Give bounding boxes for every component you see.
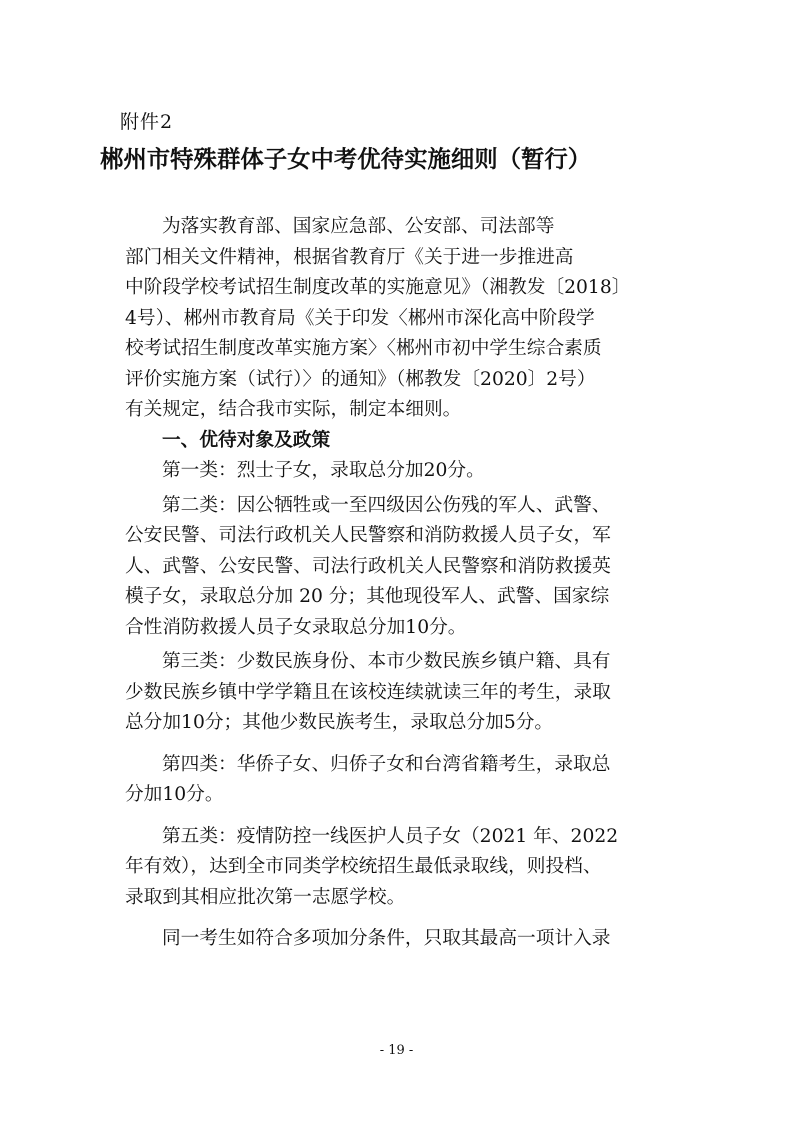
intro-line: 有关规定，结合我市实际，制定本细则。 <box>125 399 462 420</box>
document-title: 郴州市特殊群体子女中考优待实施细则（暂行） <box>100 145 592 173</box>
category-5-line: 录取到其相应批次第一志愿学校。 <box>125 886 406 908</box>
intro-line: 部门相关文件精神，根据省教育厅《关于进一步推进高 <box>125 246 574 268</box>
category-3-line: 总分加10分；其他少数民族考生，录取总分加5分。 <box>125 712 554 733</box>
intro-line: 中阶段学校考试招生制度改革的实施意见》（湘教发〔2018〕 <box>125 277 631 298</box>
category-2-line: 合性消防救援人员子女录取总分加10分。 <box>125 616 467 638</box>
category-2-line: 模子女，录取总分加 20 分；其他现役军人、武警、国家综 <box>125 586 610 607</box>
intro-line: 为落实教育部、国家应急部、公安部、司法部等 <box>162 216 555 237</box>
closing-line: 同一考生如符合多项加分条件，只取其最高一项计入录 <box>162 928 611 949</box>
page-number: - 19 - <box>379 1043 414 1058</box>
category-3-line: 少数民族乡镇中学学籍且在该校连续就读三年的考生，录取 <box>125 681 611 703</box>
document-body <box>125 212 675 955</box>
category-2-line: 人、武警、公安民警、司法行政机关人民警察和消防救援英 <box>125 555 611 577</box>
intro-line: 4号）、郴州市教育局《关于印发〈郴州市深化高中阶段学 <box>125 307 595 329</box>
category-5-line: 年有效），达到全市同类学校统招生最低录取线，则投档、 <box>125 856 602 877</box>
category-4-line: 分加10分。 <box>125 784 224 805</box>
category-5-line: 第五类：疫情防控一线医护人员子女（2021 年、2022 <box>162 825 619 847</box>
category-1-line: 第一类：烈士子女，录取总分加20分。 <box>162 460 485 481</box>
category-2-line: 第二类：因公牺牲或一至四级因公伤残的军人、武警、 <box>162 494 611 516</box>
attachment-label: 附件2 <box>120 111 174 133</box>
section-heading: 一、优待对象及政策 <box>162 429 331 451</box>
intro-line: 评价实施方案（试行）〉的通知》（郴教发〔2020〕2号） <box>125 368 596 390</box>
category-2-line: 公安民警、司法行政机关人民警察和消防救援人员子女，军 <box>125 525 611 546</box>
category-3-line: 第三类：少数民族身份、本市少数民族乡镇户籍、具有 <box>162 651 611 672</box>
category-4-line: 第四类：华侨子女、归侨子女和台湾省籍考生，录取总 <box>162 753 611 775</box>
intro-line: 校考试招生制度改革实施方案〉〈郴州市初中学生综合素质 <box>125 338 602 359</box>
